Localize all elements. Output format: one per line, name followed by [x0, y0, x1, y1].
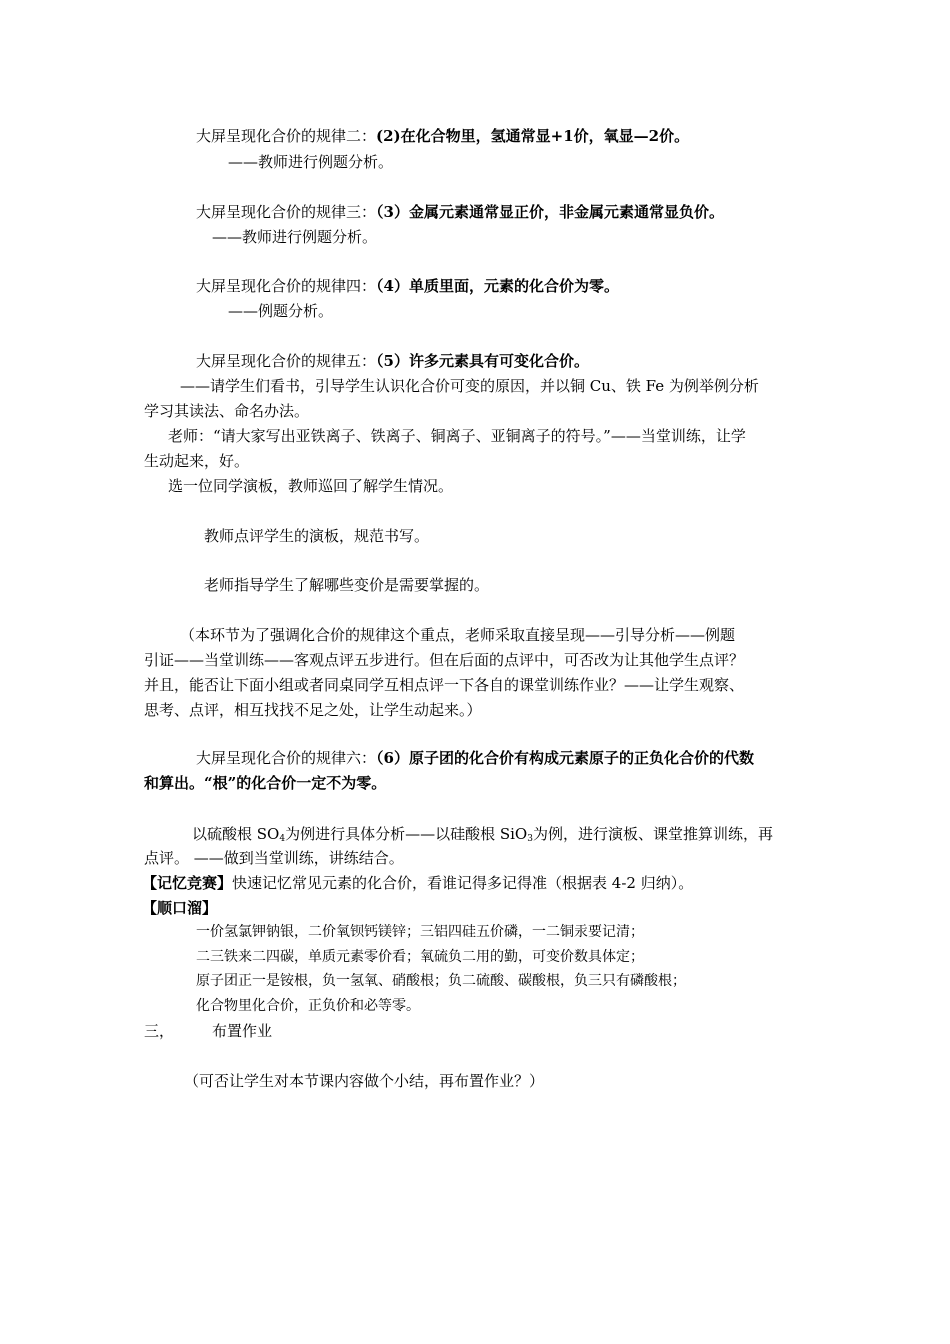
- rule2-note: ——教师进行例题分析。: [228, 153, 394, 171]
- comment-line2: 引证——当堂训练——客观点评五步进行。但在后面的点评中，可否改为让其他学生点评？: [144, 651, 745, 669]
- rhyme-line-3: 原子团正一是铵根，负一氢氧、硝酸根；负二硫酸、碳酸根，负三只有磷酸根；: [196, 973, 686, 989]
- comment-line3: 并且，能否让下面小组或者同桌同学互相点评一下各自的课堂训练作业？——让学生观察、: [144, 676, 745, 694]
- board-line: 选一位同学演板，教师巡回了解学生情况。: [168, 477, 454, 495]
- teacher-line2: 生动起来，好。: [144, 452, 250, 470]
- rule6-statement-part2: 和算出。“根”的化合价一定不为零。: [144, 774, 387, 792]
- rule2-line: [196, 124, 689, 149]
- teacher-line1: 老师：“请大家写出亚铁离子、铁离子、铜离子、亚铜离子的符号。”——当堂训练，让学: [168, 427, 746, 445]
- memory-text: 快速记忆常见元素的化合价，看谁记得多记得准（根据表 4-2 归纳）。: [232, 874, 694, 892]
- rule5-prefix: 大屏呈现化合价的规律五：: [196, 352, 377, 370]
- rule6-statement-part1: （6）原子团的化合价有构成元素原子的正负化合价的代数: [376, 749, 754, 767]
- rule4-note: ——例题分析。: [228, 302, 334, 320]
- sulfate-subscript-a: 4: [279, 834, 286, 844]
- rule5-note-line2: 学习其读法、命名办法。: [144, 402, 310, 420]
- review-line: 教师点评学生的演板，规范书写。: [204, 527, 430, 545]
- rule3-statement: （3）金属元素通常显正价，非金属元素通常显负价。: [376, 203, 724, 221]
- sulfate-text-c: 为例，进行演板、课堂推算训练，再: [532, 825, 773, 843]
- rule3-prefix: 大屏呈现化合价的规律三：: [196, 203, 377, 221]
- rhyme-line-1: 一价氢氯钾钠银，二价氧钡钙镁锌；三铝四硅五价磷，一二铜汞要记清；: [196, 924, 644, 940]
- rhyme-line-2: 二三铁来二四碳，单质元素零价看；氧硫负二用的勤，可变价数具体定；: [196, 949, 644, 965]
- rhyme-line-4: 化合物里化合价，正负价和必等零。: [196, 998, 420, 1014]
- sulfate-line2: 点评。 ——做到当堂训练，讲练结合。: [144, 849, 404, 867]
- rule3-line: [196, 200, 724, 225]
- sulfate-subscript-b: 3: [527, 834, 533, 844]
- rule5-line: [196, 349, 589, 374]
- rule4-statement: （4）单质里面，元素的化合价为零。: [376, 277, 619, 295]
- sulfate-text-a: 以硫酸根 SO: [192, 825, 280, 843]
- final-note: （可否让学生对本节课内容做个小结，再布置作业？）: [184, 1072, 545, 1090]
- comment-line4: 思考、点评，相互找找不足之处，让学生动起来。）: [144, 701, 482, 719]
- sulfate-line1: [192, 822, 773, 847]
- guide-line: 老师指导学生了解哪些变价是需要掌握的。: [204, 576, 490, 594]
- rule6-line1: [196, 746, 754, 771]
- rule4-line: [196, 274, 619, 299]
- rule6-prefix: 大屏呈现化合价的规律六：: [196, 749, 377, 767]
- rule3-note: ——教师进行例题分析。: [212, 228, 378, 246]
- rule5-note-line1: ——请学生们看书，引导学生认识化合价可变的原因，并以铜 Cu、铁 Fe 为例举例分析: [180, 377, 759, 395]
- rule2-prefix: 大屏呈现化合价的规律二：: [196, 127, 377, 145]
- section3-number: 三，: [144, 1022, 175, 1040]
- comment-line1: （本环节为了强调化合价的规律这个重点，老师采取直接呈现——引导分析——例题: [180, 626, 736, 644]
- sulfate-text-b: 为例进行具体分析——以硅酸根 SiO: [285, 825, 528, 843]
- rule4-prefix: 大屏呈现化合价的规律四：: [196, 277, 377, 295]
- rhyme-label: 【顺口溜】: [142, 899, 218, 917]
- rule2-statement: (2)在化合物里，氢通常显+1价，氧显—2价。: [376, 127, 690, 145]
- memory-label: 【记忆竞赛】: [142, 874, 233, 892]
- memory-line: [142, 871, 693, 896]
- section3-title: 布置作业: [212, 1022, 273, 1040]
- rule5-statement: （5）许多元素具有可变化合价。: [376, 352, 589, 370]
